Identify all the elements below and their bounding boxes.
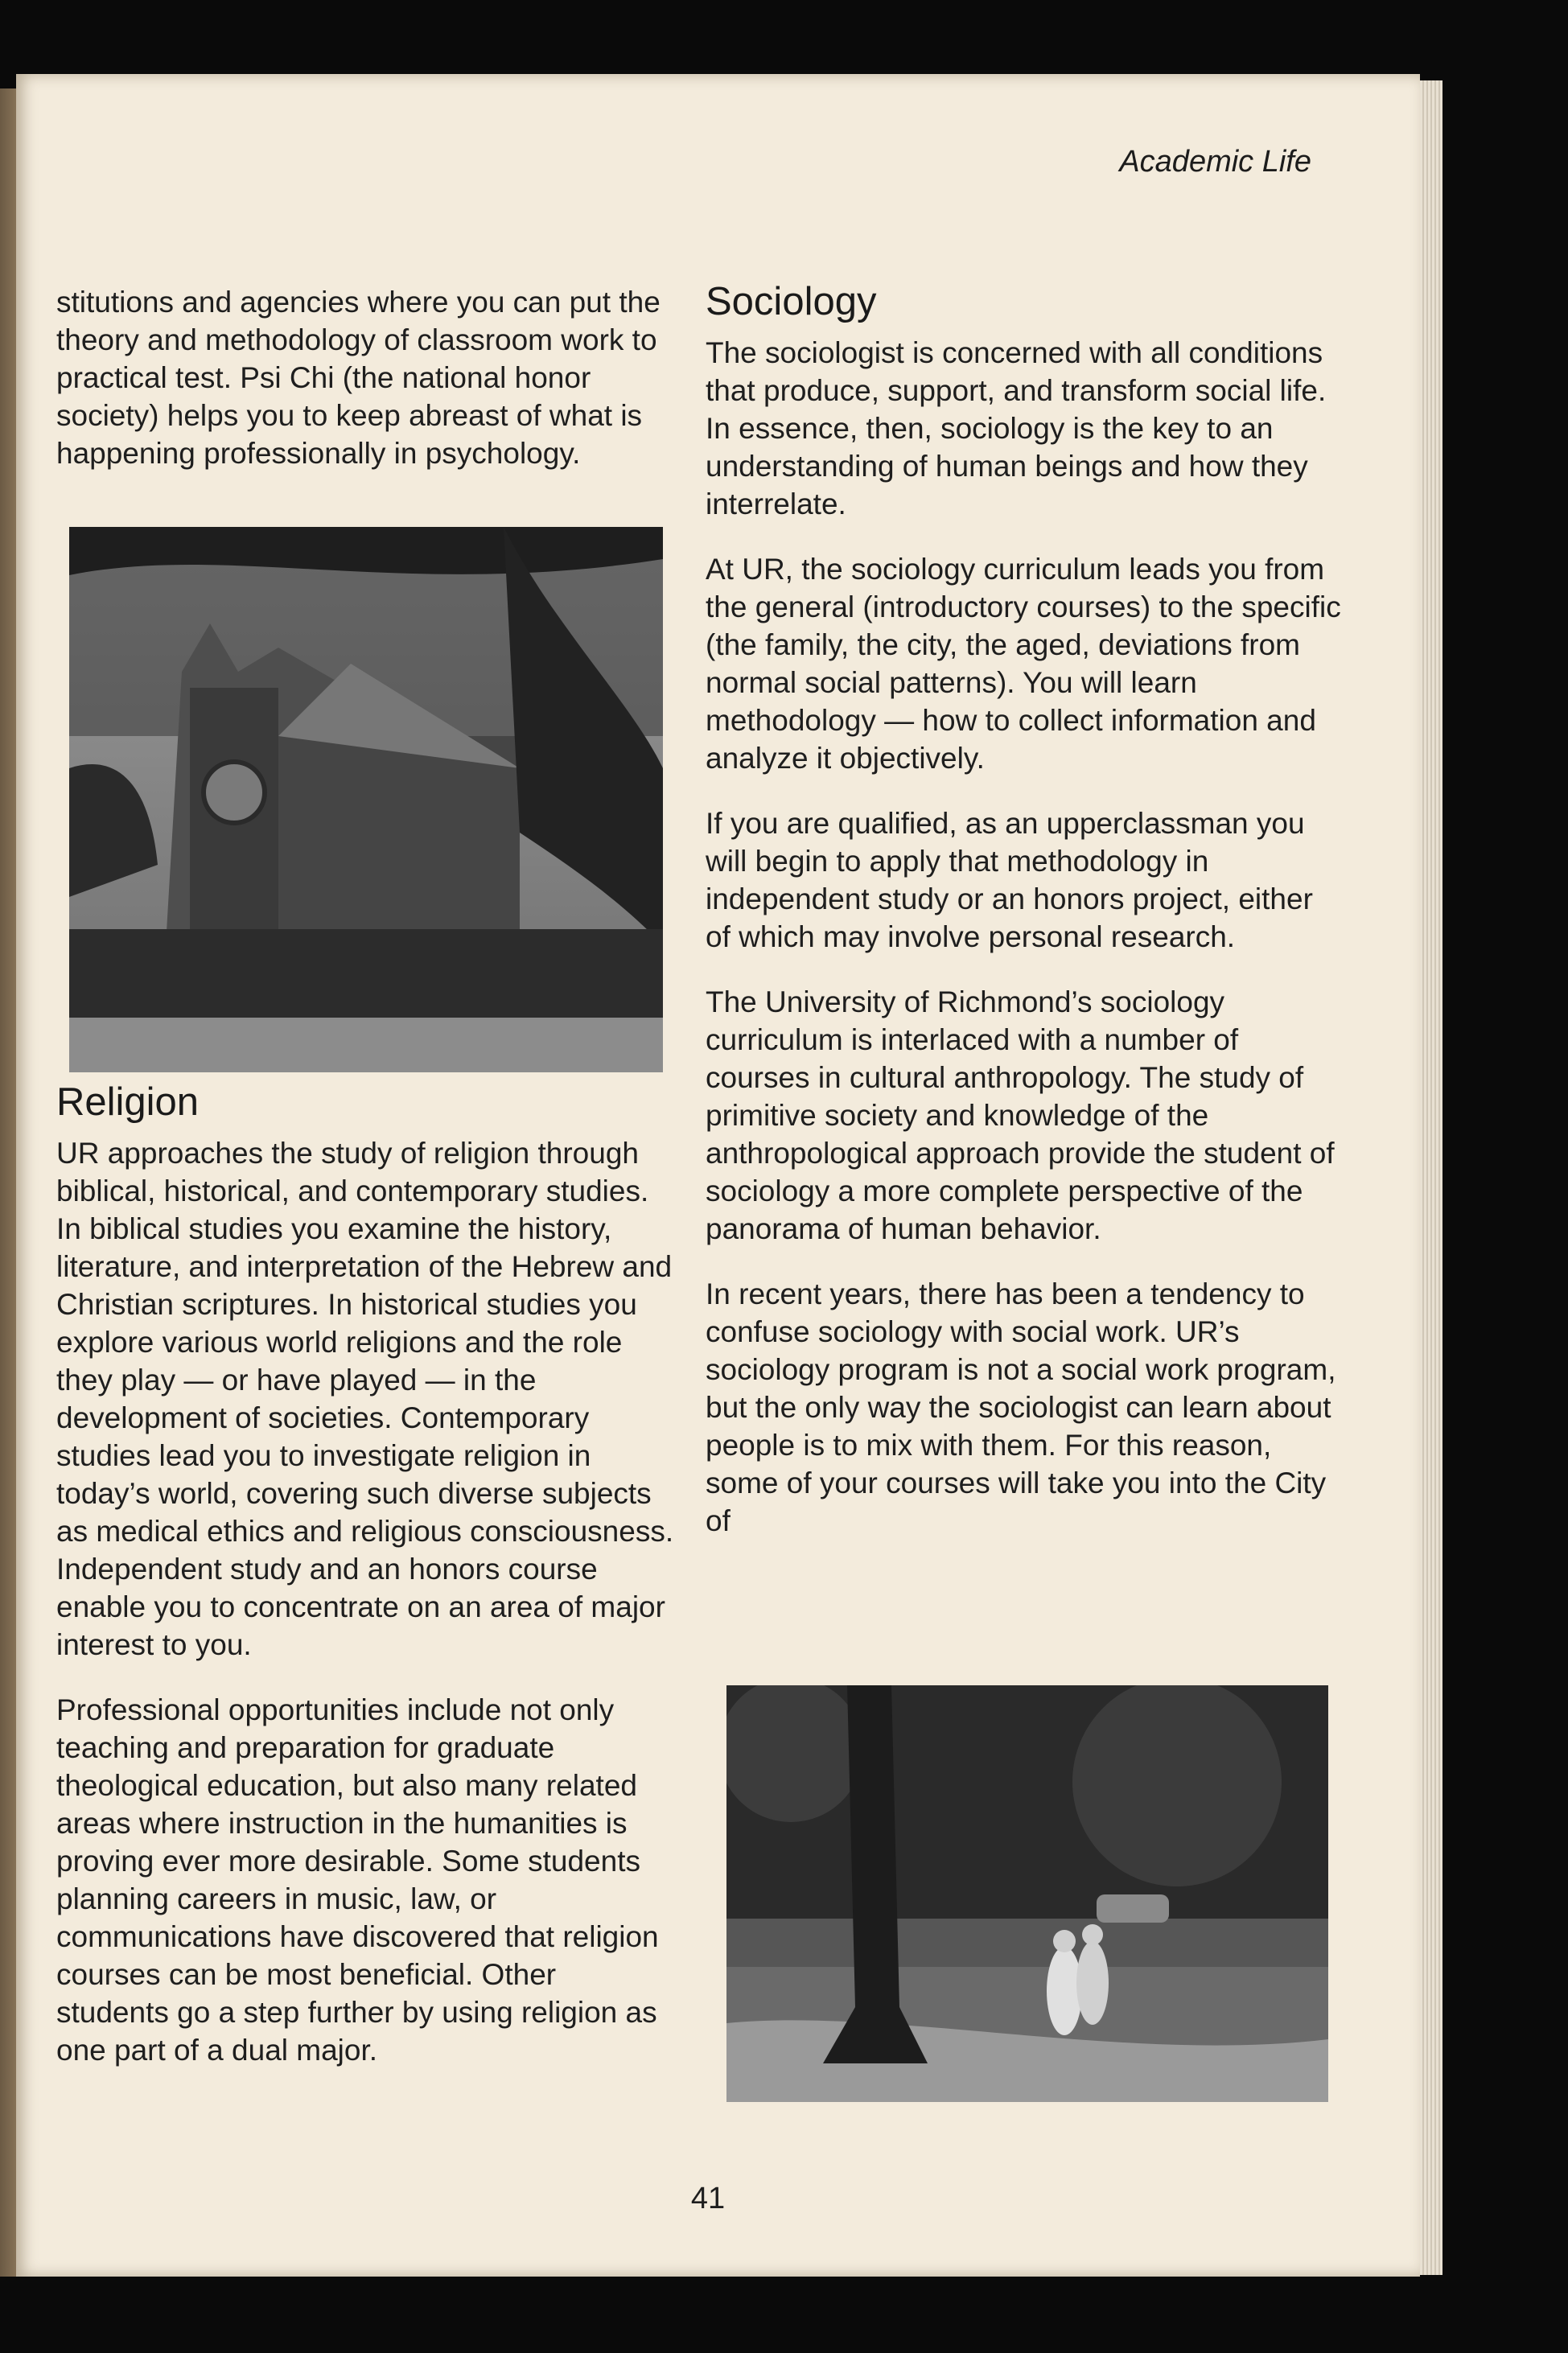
- chapel-photo: [69, 527, 663, 1072]
- sociology-paragraph-4: The University of Richmond’s sociology curriculum is interlaced with a number of courses in cultural anthropology. The study of primitive society and knowledge of the anthropological approach provide the student of sociology a more complete perspective of the panorama of human behavior.: [706, 985, 1335, 1245]
- sociology-paragraph-2: At UR, the sociology curriculum leads you from the general (introductory courses) to the specific (the family, the city, the aged, deviations from normal social patterns). You will learn methodology — how to collect information and analyze it objectively.: [706, 553, 1341, 775]
- continuation-paragraph: stitutions and agencies where you can put the theory and methodology of classroom work to practical test. Psi Chi (the national honor society) helps you to keep abreast of what is happening professionally in psychology.: [56, 286, 661, 470]
- religion-section: [56, 1078, 676, 2096]
- page-number: 41: [690, 2182, 726, 2215]
- sociology-section: [706, 278, 1341, 1567]
- sociology-paragraph-1: The sociologist is concerned with all conditions that produce, support, and transform social life. In essence, then, sociology is the key to an understanding of human beings and how they interrelate.: [706, 336, 1327, 520]
- running-head: Academic Life: [1119, 145, 1311, 179]
- sociology-paragraph-5: In recent years, there has been a tendency to confuse sociology with social work. UR’s sociology program is not a social work program, but the only way the sociologist can learn about people is to mix with them. For this reason, some of your courses will take you into the City of: [706, 1277, 1336, 1537]
- left-column: [56, 283, 676, 500]
- sociology-heading: Sociology: [706, 280, 877, 323]
- religion-heading: Religion: [56, 1080, 200, 1124]
- page-edges: [1420, 80, 1442, 2275]
- religion-paragraph-1: UR approaches the study of religion through biblical, historical, and contemporary studies. In biblical studies you examine the history, literature, and interpretation of the Hebrew and Christian scriptures. In historical studies you explore various world religions and the role they play — or have played — in the development of societies. Contemporary studies lead you to investigate religion in today’s world, covering such diverse subjects as medical ethics and religious consciousness. Independent study and an honors course enable you to concentrate on an area of major interest to you.: [56, 1137, 674, 1661]
- sociology-paragraph-3: If you are qualified, as an upperclassman you will begin to apply that methodology in independent study or an honors project, either of which may involve personal research.: [706, 807, 1313, 953]
- religion-paragraph-2: Professional opportunities include not only teaching and preparation for graduate theological education, but also many related areas where instruction in the humanities is proving ever more desirable. Some students planning careers in music, law, or communications have discovered that religion courses can be most beneficial. Other students go a step further by using religion as one part of a dual major.: [56, 1693, 659, 2067]
- runners-photo: [726, 1685, 1328, 2102]
